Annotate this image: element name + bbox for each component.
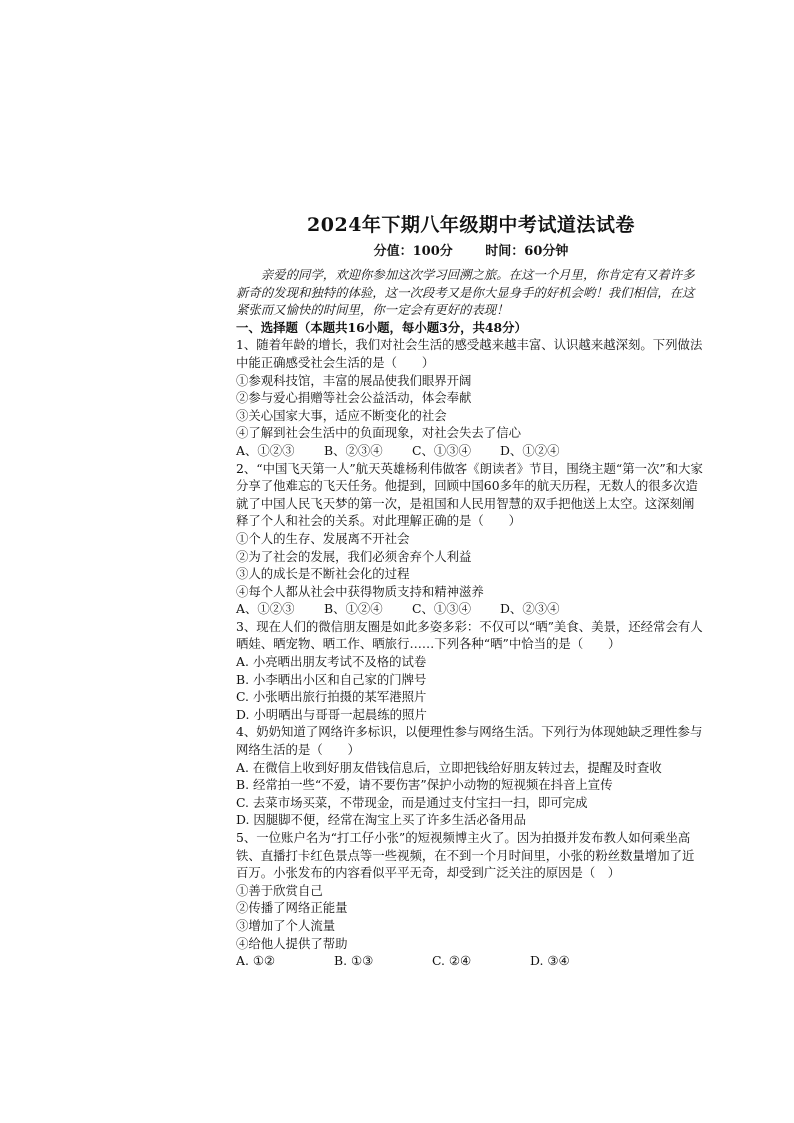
question-stem: 1、随着年龄的增长，我们对社会生活的感受越来越丰富、认识越来越深刻。下列做法中能正确感受社会生活的是（ ）: [236, 337, 703, 370]
answer-choices: [236, 442, 706, 460]
exam-title: 2024年下期八年级期中考试道法试卷: [307, 214, 635, 236]
option-item: ③人的成长是不断社会化的过程: [236, 566, 410, 582]
question-stem: 3、现在人们的微信朋友圈是如此多姿多彩：不仅可以“晒”美食、美景，还经常会有人晒娃、晒宠物、晒工作、晒旅行……下列各种“晒”中恰当的是（ ）: [236, 618, 703, 652]
section-heading: 一、选择题（本题共16小题，每小题3分，共48分）: [236, 319, 527, 335]
option-item: D. 因腿脚不便，经常在淘宝上买了许多生活必备用品: [236, 812, 526, 828]
question-5: [236, 829, 706, 970]
option-item: ④了解到社会生活中的负面现象，对社会失去了信心: [236, 425, 521, 441]
choice-a: A. ①②: [236, 953, 276, 969]
exam-paper: [236, 212, 706, 970]
choice-b: B. ①③: [334, 953, 374, 969]
question-2: [236, 460, 706, 618]
choice-a: A、①②③: [236, 601, 295, 617]
option-item: ①个人的生存、发展离不开社会: [236, 530, 410, 546]
answer-choices: [236, 600, 706, 618]
exam-meta: [236, 242, 706, 262]
choice-a: A、①②③: [236, 442, 295, 458]
option-item: ③增加了个人流量: [236, 917, 336, 933]
choice-c: C、①③④: [412, 442, 472, 458]
option-item: C. 去菜市场买菜，不带现金，而是通过支付宝扫一扫，即可完成: [236, 794, 588, 810]
choice-c: C. ②④: [432, 953, 472, 969]
option-item: A. 在微信上收到好朋友借钱信息后，立即把钱给好朋友转过去，提醒及时查收: [236, 759, 662, 775]
option-item: B. 小李晒出小区和自己家的门牌号: [236, 671, 427, 687]
option-item: D. 小明晒出与哥哥一起晨练的照片: [236, 706, 427, 722]
option-item: ④给他人提供了帮助: [236, 935, 348, 951]
answer-choices: [236, 952, 706, 970]
choice-d: D、②③④: [500, 601, 560, 617]
question-stem: 2、“中国飞天第一人”航天英雄杨利伟做客《朗读者》节目，围绕主题“第一次”和大家分享了他难忘的飞天任务。他提到，回顾中国60多年的航天历程，无数人的很多次造就了中国人民飞天梦的第一次，是祖国和人民用智慧的双手把他送上太空。这深刻阐释了个人和社会的关系。对此理解正确的是（ ）: [236, 460, 703, 529]
option-item: B. 经常拍一些“不爱，请不要伤害”保护小动物的短视频在抖音上宣传: [236, 777, 613, 793]
question-stem: 5、一位账户名为“打工仔小张”的短视频博主火了。因为拍摄并发布教人如何乘坐高铁、直播打卡红色景点等一些视频，在不到一个月时间里，小张的粉丝数量增加了近百万。小张发布的内容看似平平无奇，却受到广泛关注的原因是（ ）: [236, 830, 695, 881]
option-item: ①参观科技馆，丰富的展品使我们眼界开阔: [236, 372, 472, 388]
choice-c: C、①③④: [412, 601, 472, 617]
option-item: ③关心国家大事，适应不断变化的社会: [236, 407, 447, 423]
option-item: C. 小张晒出旅行拍摄的某军港照片: [236, 689, 427, 705]
option-item: ②参与爱心捐赠等社会公益活动，体会奉献: [236, 390, 472, 406]
choice-d: D. ③④: [530, 953, 570, 969]
option-item: ①善于欣赏自己: [236, 882, 323, 898]
question-3: [236, 618, 706, 724]
option-item: A. 小亮晒出朋友考试不及格的试卷: [236, 654, 427, 670]
question-1: [236, 336, 706, 459]
option-item: ②传播了网络正能量: [236, 900, 348, 916]
choice-b: B、②③④: [324, 442, 383, 458]
time-label: 时间：60分钟: [485, 244, 569, 259]
option-item: ④每个人都从社会中获得物质支持和精神滋养: [236, 583, 484, 599]
intro-paragraph: 亲爱的同学，欢迎你参加这次学习回溯之旅。在这一个月里，你肯定有又着许多新奇的发现和独特的体验，这一次段考又是你大显身手的好机会哟！我们相信，在这紧张而又愉快的时间里，你一定会有更好的表现！: [236, 267, 695, 318]
score-label: 分值：100分: [373, 244, 453, 259]
choice-d: D、①②④: [500, 442, 560, 458]
choice-b: B、①②④: [324, 601, 383, 617]
question-4: [236, 723, 706, 829]
question-stem: 4、奶奶知道了网络许多标识，以便理性参与网络生活。下列行为体现她缺乏理性参与网络生活的是（ ）: [236, 724, 703, 758]
option-item: ②为了社会的发展，我们必须舍弃个人利益: [236, 548, 472, 564]
